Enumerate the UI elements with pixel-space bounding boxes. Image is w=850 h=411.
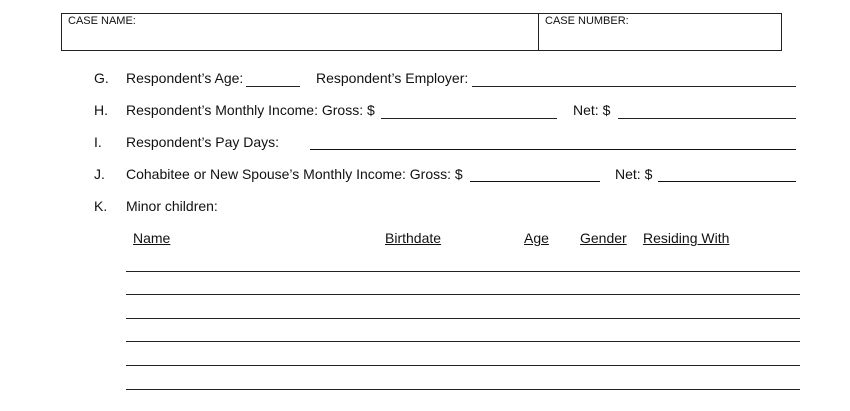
case-header-divider (538, 13, 539, 51)
case-number-label: CASE NUMBER: (545, 15, 629, 27)
case-name-field[interactable] (64, 30, 534, 48)
cohabitee-income-net-field[interactable] (658, 181, 796, 182)
respondent-pay-days-field[interactable] (310, 149, 796, 150)
cohabitee-income-gross-label: Cohabitee or New Spouse’s Monthly Income: Gross: $ (126, 166, 463, 182)
respondent-employer-field[interactable] (472, 86, 796, 87)
case-number-field[interactable] (542, 30, 778, 48)
case-name-label: CASE NAME: (68, 15, 136, 27)
respondent-age-field[interactable] (246, 86, 300, 87)
child-row-line[interactable] (126, 294, 800, 295)
item-j-letter: J. (94, 166, 105, 182)
column-header-age: Age (524, 230, 549, 246)
respondent-employer-label: Respondent’s Employer: (316, 70, 469, 86)
column-header-gender: Gender (580, 230, 627, 246)
item-g-letter: G. (94, 70, 109, 86)
respondent-income-net-field[interactable] (618, 118, 796, 119)
column-header-birthdate: Birthdate (385, 230, 442, 246)
child-row-line[interactable] (126, 271, 800, 272)
respondent-age-label: Respondent’s Age: (126, 70, 244, 86)
child-row-line[interactable] (126, 389, 800, 390)
item-k-letter: K. (94, 198, 108, 214)
minor-children-label: Minor children: (126, 198, 218, 214)
respondent-pay-days-label: Respondent’s Pay Days: (126, 134, 280, 150)
respondent-income-gross-label: Respondent’s Monthly Income: Gross: $ (126, 102, 375, 118)
child-row-line[interactable] (126, 365, 800, 366)
respondent-income-net-label: Net: $ (573, 102, 611, 118)
child-row-line[interactable] (126, 341, 800, 342)
item-h-letter: H. (94, 102, 108, 118)
column-header-residing-with: Residing With (643, 230, 730, 246)
cohabitee-income-gross-field[interactable] (470, 181, 600, 182)
item-i-letter: I. (94, 134, 102, 150)
child-row-line[interactable] (126, 318, 800, 319)
cohabitee-income-net-label: Net: $ (615, 166, 653, 182)
column-header-name: Name (133, 230, 171, 246)
respondent-income-gross-field[interactable] (381, 118, 557, 119)
